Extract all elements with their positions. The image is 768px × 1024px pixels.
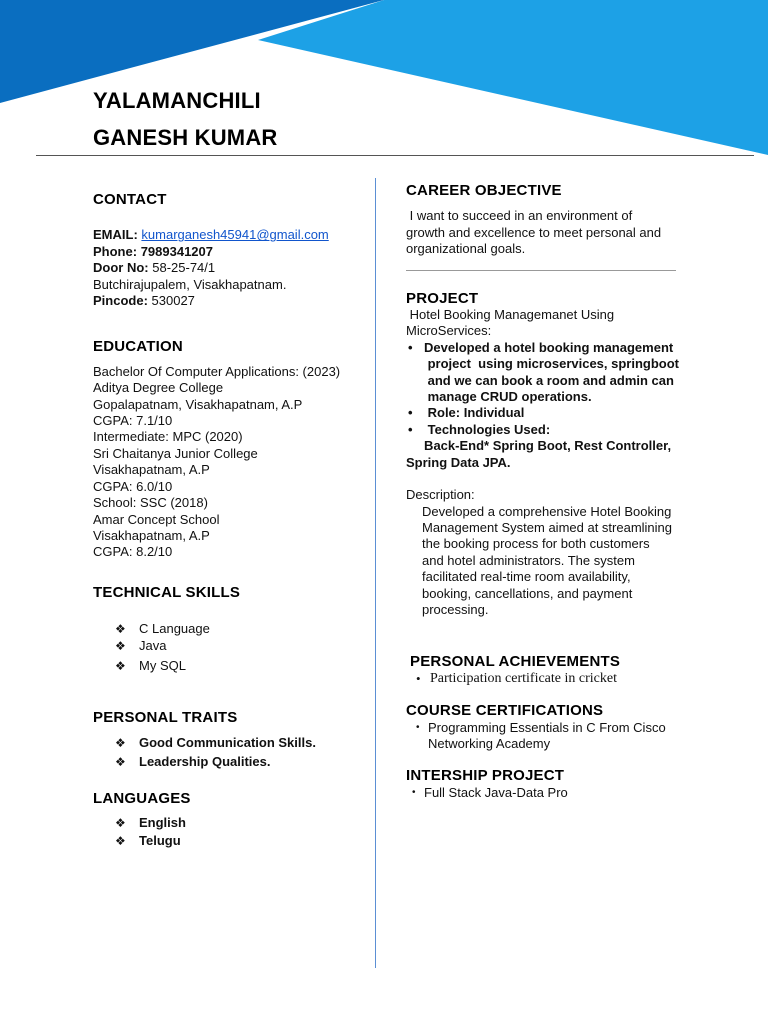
diamond-bullet-icon: ❖ [115, 834, 126, 849]
pincode-value: 530027 [151, 293, 195, 309]
list-item [93, 833, 363, 849]
door-label: Door No: [93, 260, 149, 276]
certification-item [406, 720, 686, 736]
languages-list [93, 815, 363, 850]
door-value: 58-25-74/1 [152, 260, 216, 276]
education-heading: EDUCATION [93, 338, 183, 356]
contact-pincode-line [93, 293, 363, 309]
education-line: CGPA: 8.2/10 [93, 544, 173, 560]
diamond-bullet-icon: ❖ [115, 658, 126, 673]
list-item [93, 621, 363, 637]
column-divider [375, 178, 376, 968]
certification-text: Programming Essentials in C From Cisco [428, 719, 666, 735]
list-item-text: C Language [139, 621, 210, 637]
list-item-text: English [139, 814, 186, 830]
achievement-item [406, 671, 686, 687]
bullet-line: Developed a hotel booking management [424, 339, 674, 355]
bullet-text: Technologies Used: [424, 421, 551, 437]
education-line: Sri Chaitanya Junior College [93, 445, 258, 461]
objective-line: I want to succeed in an environment of [406, 208, 633, 224]
list-item-text: Telugu [139, 833, 181, 849]
education-line: School: SSC (2018) [93, 495, 208, 511]
course-certifications-heading: COURSE CERTIFICATIONS [406, 702, 604, 720]
pincode-label: Pincode: [93, 293, 148, 309]
list-item [406, 405, 686, 421]
bullet-text: Role: Individual [424, 405, 525, 421]
diamond-bullet-icon: ❖ [115, 638, 126, 653]
description-block [406, 504, 686, 619]
internship-text: Full Stack Java-Data Pro [424, 784, 568, 800]
bullet-icon: • [412, 786, 416, 798]
project-title-line: Hotel Booking Managemanet Using [406, 307, 615, 323]
phone-label: Phone: [93, 243, 138, 259]
list-item [93, 815, 363, 831]
right-column [406, 183, 686, 801]
project-heading: PROJECT [406, 289, 479, 307]
list-item-text: Leadership Qualities. [139, 754, 271, 770]
left-column [93, 192, 363, 850]
objective-line: growth and excellence to meet personal and [406, 224, 662, 240]
diamond-bullet-icon: ❖ [115, 735, 126, 750]
education-line: Visakhapatnam, A.P [93, 527, 210, 543]
tech-line: Spring Data JPA. [406, 454, 511, 470]
certification-line: Networking Academy [428, 735, 551, 751]
header-divider [36, 155, 754, 156]
personal-traits-heading: PERSONAL TRAITS [93, 709, 238, 727]
bullet-icon: • [416, 721, 420, 733]
internship-heading: INTERSHIP PROJECT [406, 767, 565, 785]
objective-line: organizational goals. [406, 241, 526, 257]
diamond-bullet-icon: ❖ [115, 622, 126, 637]
personal-traits-list [93, 735, 363, 771]
project-bullets [406, 340, 686, 438]
list-item [406, 340, 686, 406]
description-line: the booking process for both customers [422, 536, 650, 552]
description-line: booking, cancellations, and payment [422, 585, 633, 601]
education-line: Gopalapatnam, Visakhapatnam, A.P [93, 396, 303, 412]
list-item-text: Java [139, 637, 167, 653]
education-line: Visakhapatnam, A.P [93, 462, 210, 478]
technical-skills-heading: TECHNICAL SKILLS [93, 583, 241, 601]
email-label: EMAIL: [93, 227, 138, 243]
description-line: Developed a comprehensive Hotel Booking [422, 503, 672, 519]
description-line: facilitated real-time room availability, [422, 569, 631, 585]
achievement-text: Participation certificate in cricket [430, 670, 617, 686]
description-line: processing. [422, 601, 489, 617]
description-label: Description: [406, 487, 475, 503]
bullet-line: and we can book a room and admin can [424, 372, 674, 388]
list-item [93, 658, 363, 674]
list-item-text: My SQL [139, 657, 186, 673]
description-line: Management System aimed at streamlining [422, 519, 673, 535]
education-line: Bachelor Of Computer Applications: (2023) [93, 363, 341, 379]
name-line-2: GANESH KUMAR [93, 125, 278, 150]
education-line: Aditya Degree College [93, 380, 224, 396]
list-item [93, 754, 363, 770]
diamond-bullet-icon: ❖ [115, 755, 126, 770]
banner-light-shape [258, 0, 768, 155]
education-line: CGPA: 7.1/10 [93, 413, 173, 429]
list-item [93, 638, 363, 654]
description-line: and hotel administrators. The system [422, 552, 635, 568]
personal-achievements-heading: PERSONAL ACHIEVEMENTS [410, 653, 621, 671]
technical-skills-list [93, 621, 363, 674]
name-line-1: YALAMANCHILI [93, 88, 261, 113]
contact-address: Butchirajupalem, Visakhapatnam. [93, 276, 287, 292]
career-objective-heading: CAREER OBJECTIVE [406, 182, 562, 199]
contact-email-line [93, 227, 363, 243]
internship-item [406, 785, 686, 801]
contact-door-line [93, 260, 363, 276]
diamond-bullet-icon: ❖ [115, 815, 126, 830]
education-line: Intermediate: MPC (2020) [93, 429, 243, 445]
tech-line: Back-End* Spring Boot, Rest Controller, [406, 438, 672, 454]
contact-phone-line [93, 244, 363, 260]
list-item-text: Good Communication Skills. [139, 734, 316, 750]
bullet-icon: • [408, 421, 413, 437]
bullet-icon: • [408, 405, 413, 421]
languages-heading: LANGUAGES [93, 789, 191, 807]
bullet-line: manage CRUD operations. [424, 389, 592, 405]
email-link[interactable]: kumarganesh45941@gmail.com [141, 227, 329, 243]
bullet-icon: • [408, 339, 413, 355]
phone-value: 7989341207 [140, 243, 213, 259]
bullet-line: project using microservices, springboot [424, 356, 680, 372]
education-line: Amar Concept School [93, 511, 220, 527]
list-item [406, 422, 686, 438]
contact-heading: CONTACT [93, 191, 167, 208]
bullet-icon: • [416, 670, 421, 686]
education-line: CGPA: 6.0/10 [93, 478, 173, 494]
list-item [93, 735, 363, 751]
project-title-line: MicroServices: [406, 323, 492, 339]
